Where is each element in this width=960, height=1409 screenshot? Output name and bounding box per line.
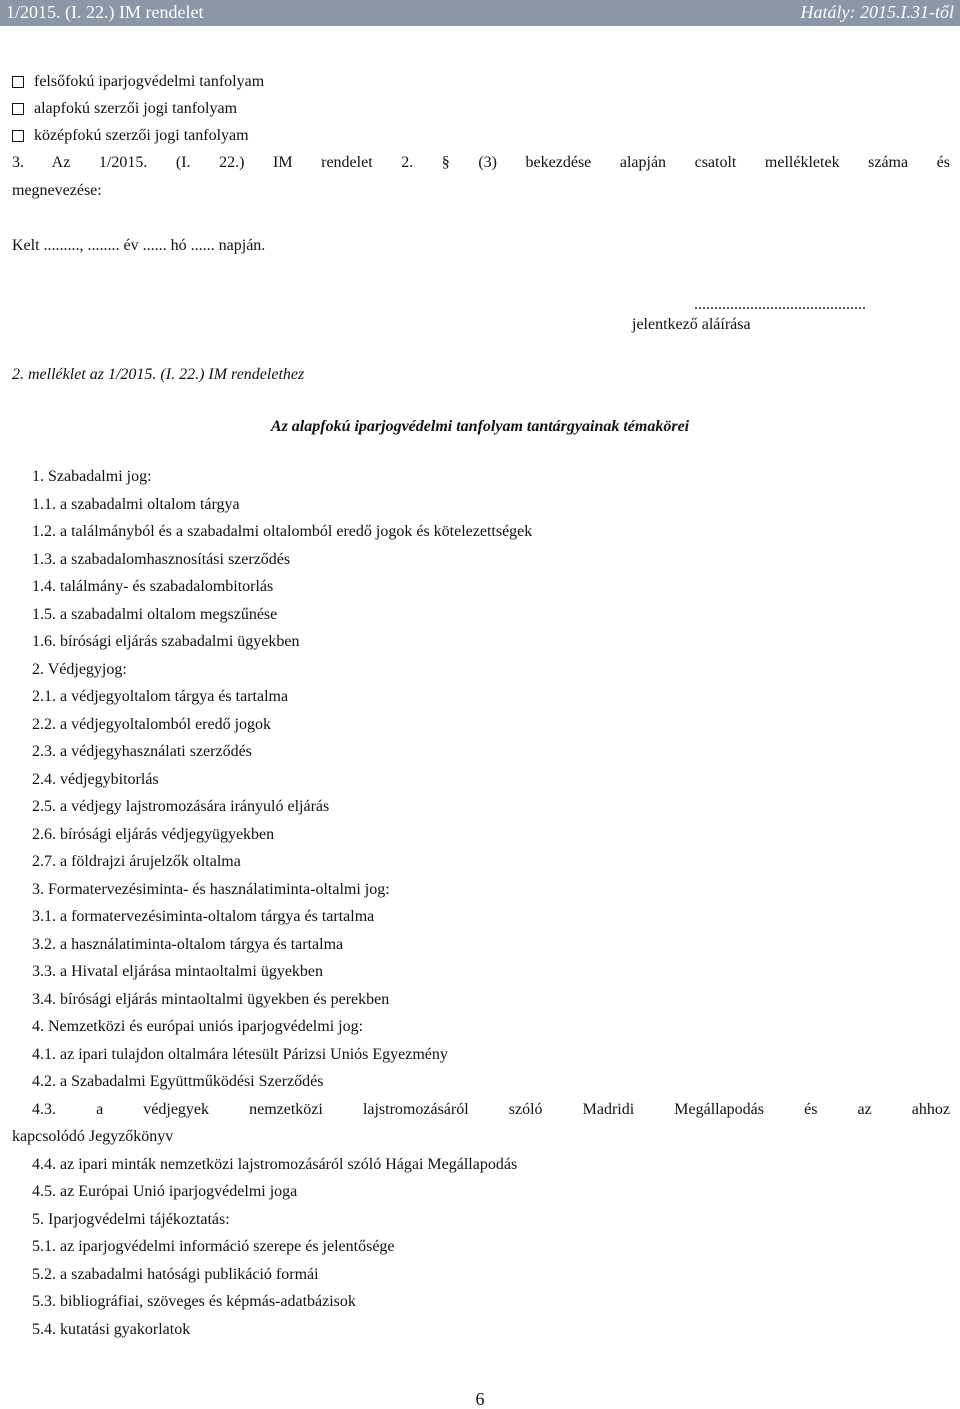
list-item-line2: kapcsolódó Jegyzőkönyv — [12, 1128, 174, 1145]
list-item: 1.4. találmány- és szabadalombitorlás — [32, 578, 274, 595]
list-item: 2.5. a védjegy lajstromozására irányuló eljárás — [32, 798, 330, 815]
list-item: 3.4. bírósági eljárás mintaoltalmi ügyekben és perekben — [32, 990, 390, 1008]
list-item-line1: 4.3. a védjegyek nemzetközi lajstromozásáról szóló Madridi Megállapodás és az ahhoz — [32, 1100, 950, 1118]
main-title: Az alapfokú iparjogvédelmi tanfolyam tantárgyainak témakörei — [270, 418, 690, 435]
list-item: 3.1. a formatervezésiminta-oltalom tárgya és tartalma — [32, 908, 375, 925]
checklist-item[interactable] — [12, 68, 264, 95]
list-item-wrapped — [12, 1096, 950, 1151]
list-item: 1.2. a találmányból és a szabadalmi oltalomból eredő jogok és kötelezettségek — [32, 523, 533, 540]
list-item: 2.6. bírósági eljárás védjegyügyekben — [32, 825, 275, 843]
list-item: 1.6. bírósági eljárás szabadalmi ügyekben — [32, 633, 300, 650]
list-item: 2. Védjegyjog: — [32, 660, 127, 678]
list-item: 3. Formatervezésiminta- és használatiminta-oltalmi jog: — [32, 880, 390, 898]
checklist-label: középfokú szerzői jogi tanfolyam — [34, 127, 249, 144]
list-item: 2.3. a védjegyhasználati szerződés — [32, 743, 252, 760]
header-effective-date: Hatály: 2015.I.31-től — [800, 2, 954, 22]
list-item: 5.4. kutatási gyakorlatok — [32, 1320, 191, 1338]
checkbox-icon[interactable] — [12, 76, 24, 88]
list-item: 1.3. a szabadalomhasznosítási szerződés — [32, 550, 291, 568]
list-item: 2.1. a védjegyoltalom tárgya és tartalma — [32, 688, 289, 705]
date-place-line: Kelt ........., ........ év ...... hó ...... napján. — [12, 237, 266, 254]
checkbox-icon[interactable] — [12, 130, 24, 142]
list-item: 5. Iparjogvédelmi tájékoztatás: — [32, 1210, 230, 1228]
list-item: 1.5. a szabadalmi oltalom megszűnése — [32, 605, 278, 623]
list-item: 5.3. bibliográfiai, szöveges és képmás-adatbázisok — [32, 1293, 356, 1310]
running-header — [0, 0, 960, 26]
attachments-paragraph — [12, 149, 950, 205]
list-item: 4.4. az ipari minták nemzetközi lajstromozásáról szóló Hágai Megállapodás — [32, 1155, 518, 1173]
list-item: 5.2. a szabadalmi hatósági publikáció formái — [32, 1265, 319, 1283]
checklist-item[interactable] — [12, 95, 264, 122]
attachments-paragraph-line2: megnevezése: — [12, 182, 102, 199]
list-item: 3.2. a használatiminta-oltalom tárgya és tartalma — [32, 935, 344, 953]
topics-list — [12, 463, 950, 1343]
list-item: 4.5. az Európai Unió iparjogvédelmi joga — [32, 1183, 298, 1200]
annex-title: 2. melléklet az 1/2015. (I. 22.) IM rendelethez — [12, 366, 305, 383]
list-item: 2.2. a védjegyoltalomból eredő jogok — [32, 715, 272, 733]
list-item: 2.4. védjegybitorlás — [32, 770, 159, 788]
list-item: 4. Nemzetközi és európai uniós iparjogvédelmi jog: — [32, 1018, 364, 1035]
list-item: 5.1. az iparjogvédelmi információ szerepe és jelentősége — [32, 1238, 395, 1255]
signature-dots: ........................................... — [694, 296, 866, 313]
checkbox-icon[interactable] — [12, 103, 24, 115]
list-item: 2.7. a földrajzi árujelzők oltalma — [32, 853, 241, 870]
page-number: 6 — [475, 1389, 485, 1409]
checklist-item[interactable] — [12, 122, 264, 149]
header-left-title: 1/2015. (I. 22.) IM rendelet — [6, 2, 204, 22]
attachments-paragraph-line1: 3. Az 1/2015. (I. 22.) IM rendelet 2. § (3) bekezdése alapján csatolt mellékletek száma és — [12, 154, 950, 171]
course-checklist — [12, 68, 264, 149]
list-item: 3.3. a Hivatal eljárása mintaoltalmi ügyekben — [32, 963, 324, 980]
list-item: 4.1. az ipari tulajdon oltalmára létesült Párizsi Uniós Egyezmény — [32, 1045, 448, 1063]
checklist-label: felsőfokú iparjogvédelmi tanfolyam — [34, 73, 265, 90]
checklist-label: alapfokú szerzői jogi tanfolyam — [34, 100, 238, 117]
list-item: 1.1. a szabadalmi oltalom tárgya — [32, 495, 240, 513]
list-item: 1. Szabadalmi jog: — [32, 468, 152, 485]
signature-label: jelentkező aláírása — [632, 316, 751, 333]
list-item: 4.2. a Szabadalmi Együttműködési Szerződés — [32, 1073, 324, 1090]
